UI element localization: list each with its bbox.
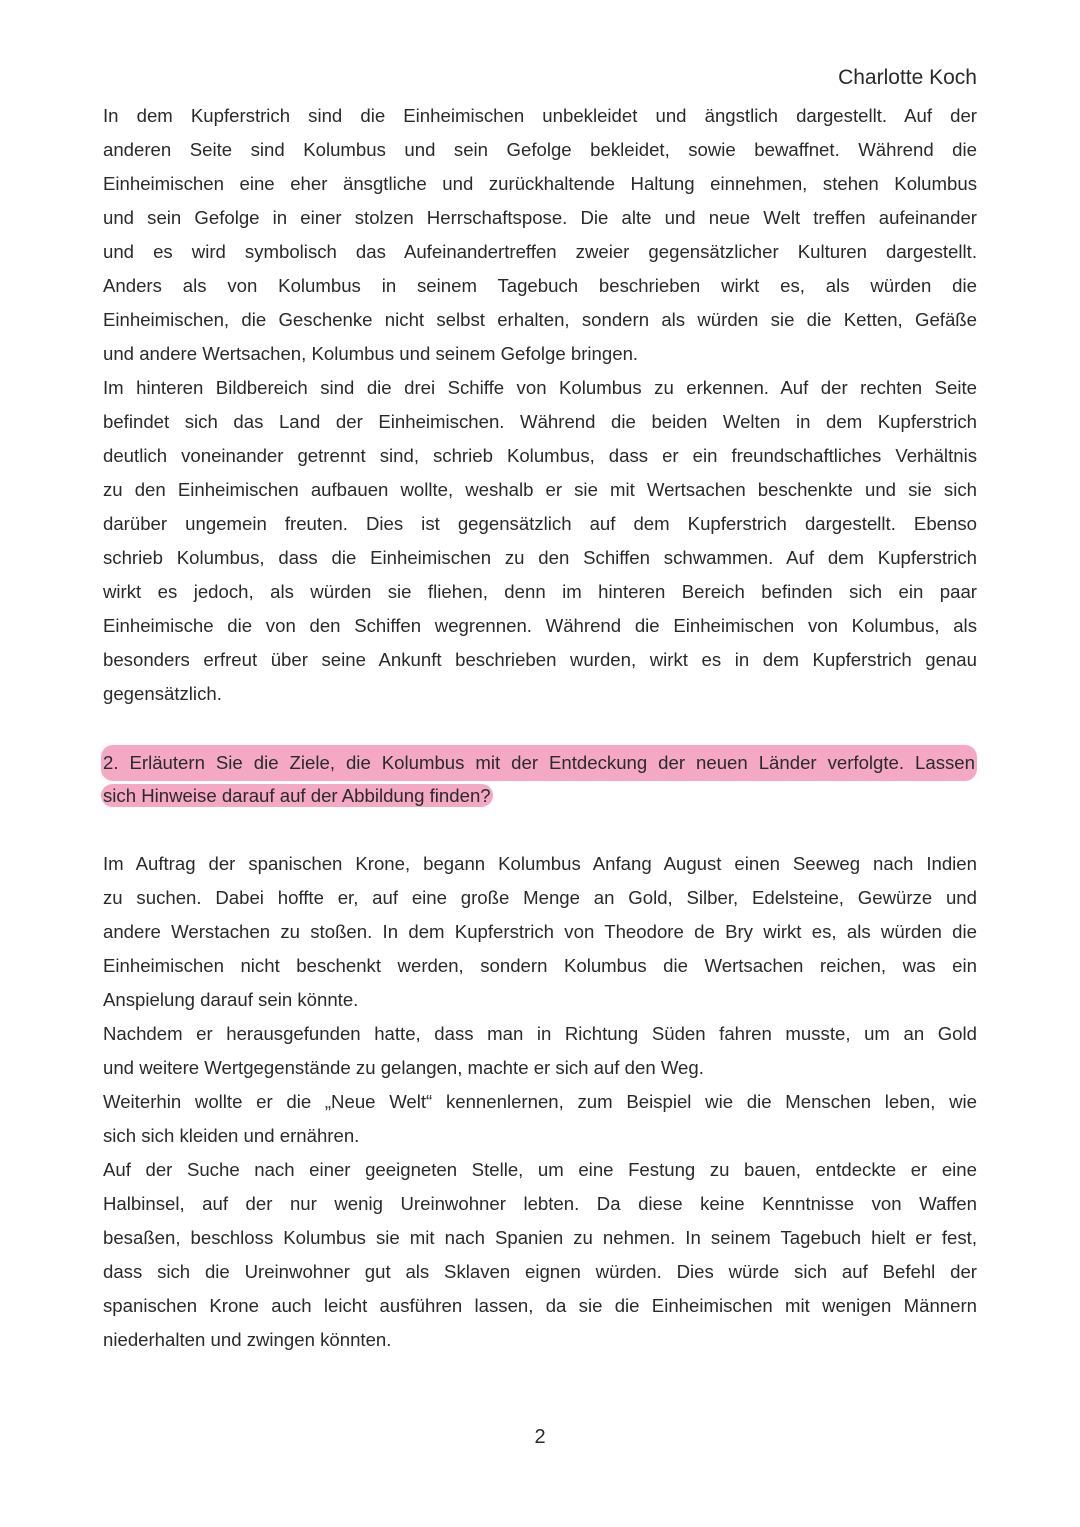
text-line: wirkt es jedoch, als würden sie fliehen, denn im hinteren Bereich befinden sich ein paar — [103, 581, 977, 602]
text-line: und es wird symbolisch das Aufeinandertreffen zweier gegensätzlicher Kulturen dargestellt. — [103, 241, 977, 262]
paragraph — [103, 1153, 977, 1357]
blank-line — [103, 711, 977, 745]
paragraph — [103, 371, 977, 711]
text-line: Anders als von Kolumbus in seinem Tagebuch beschrieben wirkt es, als würden die — [103, 275, 977, 296]
paragraph — [103, 847, 977, 1017]
text-line: In dem Kupferstrich sind die Einheimischen unbekleidet und ängstlich dargestellt. Auf der — [103, 105, 977, 126]
text-line: befindet sich das Land der Einheimischen. Während die beiden Welten in dem Kupferstrich — [103, 411, 977, 432]
paragraph — [103, 1085, 977, 1153]
page-number: 2 — [534, 1426, 546, 1448]
text-line: anderen Seite sind Kolumbus und sein Gefolge bekleidet, sowie bewaffnet. Während die — [103, 139, 977, 160]
text-line: darüber ungemein freuten. Dies ist gegensätzlich auf dem Kupferstrich dargestellt. Ebenso — [103, 513, 977, 534]
text-line: Einheimische die von den Schiffen wegrennen. Während die Einheimischen von Kolumbus, als — [103, 615, 977, 636]
text-line: und sein Gefolge in einer stolzen Herrschaftspose. Die alte und neue Welt treffen aufeinander — [103, 207, 977, 228]
text-line: Nachdem er herausgefunden hatte, dass man in Richtung Süden fahren musste, um an Gold — [103, 1023, 977, 1044]
text-line: besonders erfreut über seine Ankunft beschrieben wurden, wirkt es in dem Kupferstrich genau — [103, 649, 977, 670]
text-line: schrieb Kolumbus, dass die Einheimischen zu den Schiffen schwammen. Auf dem Kupferstrich — [103, 547, 977, 568]
text-line: zu suchen. Dabei hoffte er, auf eine große Menge an Gold, Silber, Edelsteine, Gewürze und — [103, 887, 977, 908]
question-line — [103, 745, 977, 779]
author-name: Charlotte Koch — [838, 66, 977, 89]
text-line: zu den Einheimischen aufbauen wollte, weshalb er sie mit Wertsachen beschenkte und sie sich — [103, 479, 977, 500]
text-line: und weitere Wertgegenstände zu gelangen, machte er sich auf den Weg. — [103, 1057, 704, 1078]
text-line: Halbinsel, auf der nur wenig Ureinwohner lebten. Da diese keine Kenntnisse von Waffen — [103, 1193, 977, 1214]
question-line — [103, 779, 977, 813]
text-line: andere Werstachen zu stoßen. In dem Kupferstrich von Theodore de Bry wirkt es, als würden die — [103, 921, 977, 942]
text-line: deutlich voneinander getrennt sind, schrieb Kolumbus, dass er ein freundschaftliches Verhältnis — [103, 445, 977, 466]
paragraph — [103, 1017, 977, 1085]
text-line: Einheimischen, die Geschenke nicht selbst erhalten, sondern als würden sie die Ketten, Gefäße — [103, 309, 977, 330]
highlighted-text: sich Hinweise darauf auf der Abbildung finden? — [103, 785, 491, 806]
question-heading — [103, 745, 977, 813]
text-line: und andere Wertsachen, Kolumbus und seinem Gefolge bringen. — [103, 343, 639, 364]
text-line: sich sich kleiden und ernähren. — [103, 1125, 360, 1146]
text-line: dass sich die Ureinwohner gut als Sklaven eignen würden. Dies würde sich auf Befehl der — [103, 1261, 977, 1282]
highlighted-text: 2. Erläutern Sie die Ziele, die Kolumbus mit der Entdeckung der neuen Länder verfolgte. Lassen — [101, 745, 977, 781]
text-line: Auf der Suche nach einer geeigneten Stelle, um eine Festung zu bauen, entdeckte er eine — [103, 1159, 977, 1180]
paragraph — [103, 99, 977, 371]
text-line: Im Auftrag der spanischen Krone, begann Kolumbus Anfang August einen Seeweg nach Indien — [103, 853, 977, 874]
text-line: besaßen, beschloss Kolumbus sie mit nach Spanien zu nehmen. In seinem Tagebuch hielt er fest, — [103, 1227, 977, 1248]
text-line: Weiterhin wollte er die „Neue Welt“ kennenlernen, zum Beispiel wie die Menschen leben, wie — [103, 1091, 977, 1112]
text-line: spanischen Krone auch leicht ausführen lassen, da sie die Einheimischen mit wenigen Männern — [103, 1295, 977, 1316]
text-line: Einheimischen eine eher änsgtliche und zurückhaltende Haltung einnehmen, stehen Kolumbus — [103, 173, 977, 194]
blank-line — [103, 813, 977, 847]
text-line: Im hinteren Bildbereich sind die drei Schiffe von Kolumbus zu erkennen. Auf der rechten Seite — [103, 377, 977, 398]
text-line: gegensätzlich. — [103, 683, 222, 704]
document-body — [103, 99, 977, 1357]
text-line: niederhalten und zwingen könnten. — [103, 1329, 392, 1350]
text-line: Einheimischen nicht beschenkt werden, sondern Kolumbus die Wertsachen reichen, was ein — [103, 955, 977, 976]
text-line: Anspielung darauf sein könnte. — [103, 989, 359, 1010]
